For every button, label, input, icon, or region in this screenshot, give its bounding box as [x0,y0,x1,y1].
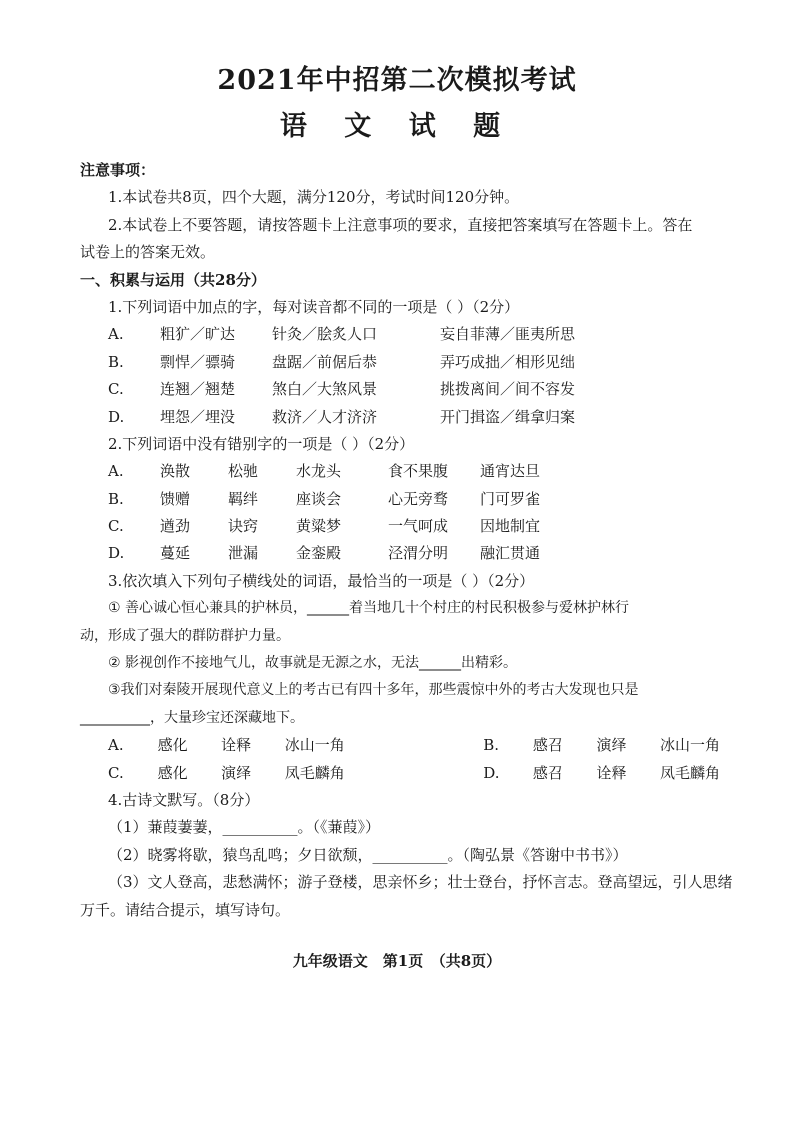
option-word: 诠释 [221,736,252,755]
option-label: D. [108,544,125,563]
question-3-sentence-3-line-2: __________，大量珍宝还深藏地下。 [80,709,304,726]
option-word-pair: 开门揖盗／缉拿归案 [440,407,576,426]
option-word: 凤毛麟角 [659,763,720,782]
question-3-sentence-2: ② 影视创作不接地气儿，故事就是无源之水，无法______出精彩。 [108,655,517,672]
question-4-stem: 4.古诗文默写。（8分） [108,790,260,809]
question-2-option-b [80,486,720,513]
option-label: A. [108,736,124,755]
option-word-pair: 煞白／大煞风景 [272,380,378,399]
question-3-options-cd [80,760,720,787]
option-word: 食不果腹 [388,462,449,481]
question-3-sentence-3-line-1: ③我们对秦陵开展现代意义上的考古已有四十多年，那些震惊中外的考古大发现也只是 [108,682,639,699]
option-word-pair: 埋怨／埋没 [160,407,236,426]
notes-item-2-line-1: 2.本试卷上不要答题，请按答题卡上注意事项的要求，直接把答案填写在答题卡上。答在 [108,215,693,234]
exam-title: 2021年中招第二次模拟考试 [217,65,577,96]
option-label: C. [108,763,124,782]
option-word: 通宵达旦 [480,462,541,481]
question-1-option-b [80,349,720,376]
option-label: D. [483,763,500,782]
question-2-stem: 2.下列词语中没有错别字的一项是（ ）（2分） [108,434,415,453]
section-1-heading: 一、积累与运用（共28分） [80,270,266,289]
option-word: 一气呵成 [388,517,449,536]
option-label: D. [108,407,125,426]
option-word: 遒劲 [160,517,191,536]
option-word: 凤毛麟角 [284,763,345,782]
option-word: 门可罗雀 [480,489,541,508]
option-word: 心无旁骛 [388,489,449,508]
option-label: B. [483,736,500,755]
option-word: 感召 [532,763,563,782]
option-word: 诠释 [596,763,627,782]
question-3-sentence-1-line-1: ① 善心诚心恒心兼具的护林员，______着当地几十个村庄的村民积极参与爱林护林行 [108,600,629,617]
option-word-pair: 妄自菲薄／匪夷所思 [440,325,576,344]
option-label: A. [108,325,124,344]
option-word-pair: 针灸／脍炙人口 [272,325,378,344]
option-word: 因地制宜 [480,517,541,536]
option-label: B. [108,352,124,371]
notes-item-2-line-2: 试卷上的答案无效。 [80,243,216,262]
question-3-sentence-1-line-2: 动，形成了强大的群防群护力量。 [80,627,290,644]
option-label: B. [108,489,124,508]
option-word: 蔓延 [160,544,191,563]
option-word: 感召 [532,736,563,755]
question-2-option-d [80,540,720,567]
option-label: C. [108,380,124,399]
option-word: 座谈会 [296,489,342,508]
question-1-option-d [80,404,720,431]
option-word: 冰山一角 [284,736,345,755]
question-1-option-a [80,321,720,348]
question-3-stem: 3.依次填入下列句子横线处的词语，最恰当的一项是（ ）（2分） [108,571,535,590]
option-word: 融汇贯通 [480,544,541,563]
option-word: 冰山一角 [659,736,720,755]
option-label: C. [108,517,124,536]
notes-item-1: 1.本试卷共8页，四个大题，满分120分，考试时间120分钟。 [108,188,520,207]
question-1-option-c [80,376,720,403]
option-word: 馈赠 [160,489,191,508]
option-word: 涣散 [160,462,191,481]
page-footer: 九年级语文 第1页 （共8页） [292,952,502,970]
question-3-options-ab [80,732,720,759]
option-word-pair: 剽悍／骠骑 [160,352,236,371]
notes-heading: 注意事项： [80,161,156,179]
option-word: 感化 [157,763,188,782]
option-word-pair: 救济／人才济济 [272,407,378,426]
option-word: 黄粱梦 [296,517,342,536]
option-word: 感化 [157,736,188,755]
option-word: 诀窍 [228,517,259,536]
question-2-option-a [80,458,720,485]
option-word-pair: 盘踞／前倨后恭 [272,352,378,371]
option-word: 羁绊 [228,489,259,508]
option-label: A. [108,462,124,481]
option-word-pair: 粗犷／旷达 [160,325,236,344]
question-4-part-3-line-1: （3）文人登高，悲愁满怀；游子登楼，思亲怀乡；壮士登台，抒怀言志。登高望远，引人思绪 [108,873,733,892]
exam-subtitle: 语 文 试 题 [279,111,515,142]
question-4-part-2: （2）晓雾将歇，猿鸟乱鸣；夕日欲颓，__________。（陶弘景《答谢中书书》） [108,845,628,864]
option-word-pair: 弄巧成拙／相形见绌 [440,352,576,371]
option-word: 演绎 [221,763,252,782]
option-word-pair: 连翘／翘楚 [160,380,236,399]
exam-content [80,157,733,924]
option-word: 松驰 [228,462,259,481]
option-word: 水龙头 [296,462,342,481]
question-2-option-c [80,513,720,540]
question-4-part-1: （1）蒹葭萋萋，__________。（《蒹葭》） [108,818,381,837]
question-1-stem: 1.下列词语中加点的字，每对读音都不同的一项是（ ）（2分） [108,297,520,316]
option-word: 泾渭分明 [388,544,449,563]
option-word: 泄漏 [228,544,259,563]
option-word-pair: 挑拨离间／间不容发 [440,380,576,399]
question-4-part-3-line-2: 万千。请结合提示，填写诗句。 [80,900,291,919]
option-word: 金銮殿 [296,544,342,563]
option-word: 演绎 [596,736,627,755]
